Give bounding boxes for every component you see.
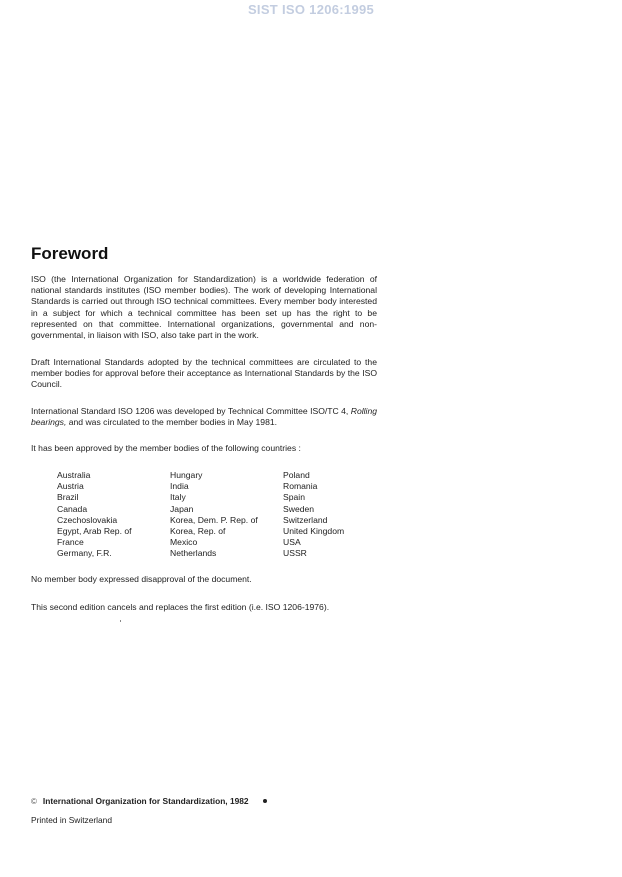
country-item: Sweden [283, 503, 315, 514]
foreword-section [31, 244, 381, 612]
country-item: USSR [283, 548, 307, 559]
paragraph-edition: This second edition cancels and replaces the first edition (i.e. ISO 1206-1976). [31, 602, 330, 612]
country-item: Austria [57, 481, 84, 492]
country-item: Australia [57, 470, 91, 480]
country-item: Germany, F.R. [57, 548, 112, 559]
development-text-end: and was circulated to the member bodies in May 1981. [66, 417, 278, 428]
country-item: India [170, 481, 189, 492]
development-text-start: International Standard ISO 1206 was developed by Technical Committee ISO/TC 4, [31, 406, 349, 416]
paragraph-draft-standards: Draft International Standards adopted by the technical committees are circulated to the member bodies for approval before their acceptance as International Standards by the ISO Council. [31, 357, 377, 390]
country-item: United Kingdom [283, 526, 345, 537]
paragraph-iso-intro: ISO (the International Organization for Standardization) is a worldwide federation of national standards institutes (ISO member bodies). The work of developing International Standards is carried out through ISO technical committees. Every member body interested in a subject for which a technical committee has been set up has the right to be represented on that committee. International organizations, governmental and non-governmental, in liaison with ISO, also take part in the work. [31, 274, 377, 341]
country-item: Mexico [170, 537, 198, 548]
bullet-icon [263, 799, 267, 803]
country-item: Egypt, Arab Rep. of [57, 526, 132, 537]
country-item: USA [283, 537, 301, 548]
paragraph-no-disapproval: No member body expressed disapproval of the document. [31, 574, 252, 584]
committee-subject: Rolling bearings, [31, 406, 378, 428]
country-item: Korea, Dem. P. Rep. of [170, 514, 258, 525]
country-item: Spain [283, 492, 305, 503]
country-item: Romania [283, 481, 318, 492]
copyright-icon: © [31, 796, 37, 806]
watermark: SIST ISO 1206:1995 [247, 2, 375, 17]
country-item: Hungary [170, 470, 203, 480]
paragraph-approval: It has been approved by the member bodies of the following countries : [31, 443, 301, 453]
country-item: Netherlands [170, 548, 217, 559]
country-item: Brazil [57, 492, 79, 503]
country-item: France [57, 537, 84, 548]
page-title: Foreword [31, 244, 109, 263]
copyright-organization: International Organization for Standardization, 1982 [42, 796, 249, 806]
country-item: Czechoslovakia [57, 514, 118, 525]
country-item: Canada [57, 503, 88, 514]
scan-speck [120, 620, 121, 622]
country-item: Poland [283, 470, 310, 480]
countries-list [57, 470, 387, 560]
country-item: Switzerland [283, 514, 328, 525]
country-item: Japan [170, 503, 194, 514]
paragraph-development [31, 406, 377, 428]
country-item: Italy [170, 492, 186, 503]
country-item: Korea, Rep. of [170, 526, 226, 537]
copyright-line [31, 796, 267, 806]
printed-in: Printed in Switzerland [31, 815, 112, 825]
